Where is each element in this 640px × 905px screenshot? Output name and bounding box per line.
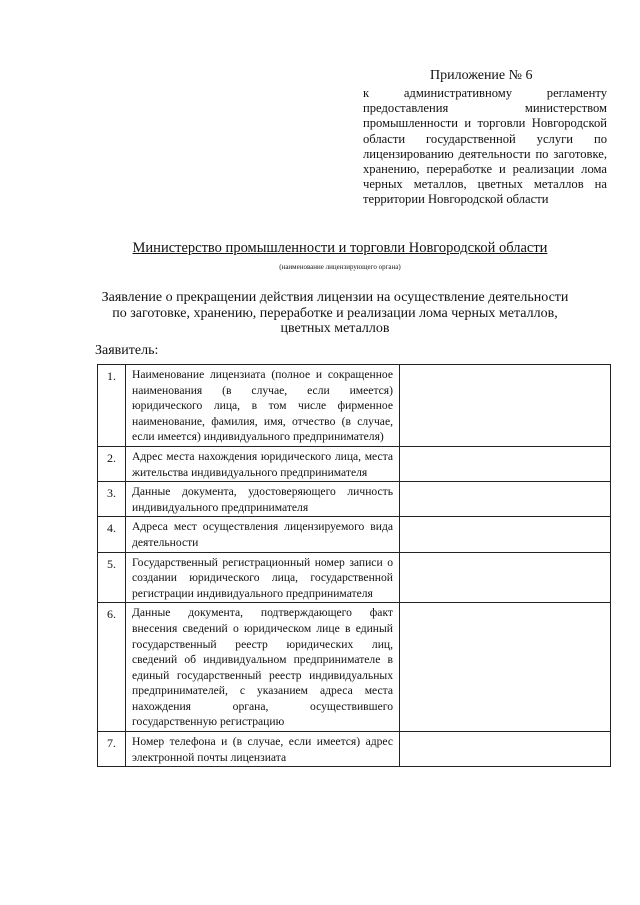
document-title: Заявление о прекращении действия лицензии на осуществление деятельности по заготовке, хранению, переработке и реализации лома черных металлов, цветных металлов xyxy=(101,290,569,336)
row-number: 5. xyxy=(98,552,126,603)
appendix-text: к административному регламенту предоставления министерством промышленности и торговли Новгородской области государственной услуги по лицензированию деятельности по заготовке, хранению, переработке и реализации лома черных металлов, цветных металлов на территории Новгородской области xyxy=(363,86,607,207)
row-value-field[interactable] xyxy=(400,446,611,481)
row-value-field[interactable] xyxy=(400,517,611,552)
row-label: Государственный регистрационный номер записи о создании юридического лица, государственной регистрации индивидуального предпринимателя xyxy=(126,552,400,603)
table-row xyxy=(98,517,611,552)
row-label: Адреса мест осуществления лицензируемого вида деятельности xyxy=(126,517,400,552)
appendix-title: Приложение № 6 xyxy=(430,68,533,83)
table-row xyxy=(98,482,611,517)
row-label: Данные документа, удостоверяющего личность индивидуального предпринимателя xyxy=(126,482,400,517)
ministry-caption: (наименование лицензирующего органа) xyxy=(279,263,401,271)
table-row xyxy=(98,603,611,732)
table-row xyxy=(98,365,611,447)
row-value-field[interactable] xyxy=(400,732,611,767)
row-label: Данные документа, подтверждающего факт внесения сведений о юридическом лице в единый государственный реестр юридических лиц, сведений об индивидуальном предпринимателе в единый государственный реестр индивидуальных предпринимателей, с указанием адреса места нахождения органа, осуществившего государственную регистрацию xyxy=(126,603,400,732)
ministry-name: Министерство промышленности и торговли Новгородской области xyxy=(132,240,548,256)
row-label: Номер телефона и (в случае, если имеется) адрес электронной почты лицензиата xyxy=(126,732,400,767)
row-number: 6. xyxy=(98,603,126,732)
table-row xyxy=(98,732,611,767)
row-value-field[interactable] xyxy=(400,552,611,603)
applicant-form-table xyxy=(97,364,611,767)
applicant-label: Заявитель: xyxy=(95,343,159,358)
row-number: 7. xyxy=(98,732,126,767)
row-number: 1. xyxy=(98,365,126,447)
row-number: 3. xyxy=(98,482,126,517)
row-value-field[interactable] xyxy=(400,603,611,732)
table-row xyxy=(98,446,611,481)
row-number: 4. xyxy=(98,517,126,552)
table-row xyxy=(98,552,611,603)
row-label: Наименование лицензиата (полное и сокращенное наименования (в случае, если имеется) юридического лица, в том числе фирменное наименование, фамилия, имя, отчество (в случае, если имеется) индивидуального предпринимателя) xyxy=(126,365,400,447)
row-label: Адрес места нахождения юридического лица, места жительства индивидуального предпринимателя xyxy=(126,446,400,481)
row-value-field[interactable] xyxy=(400,482,611,517)
row-number: 2. xyxy=(98,446,126,481)
row-value-field[interactable] xyxy=(400,365,611,447)
